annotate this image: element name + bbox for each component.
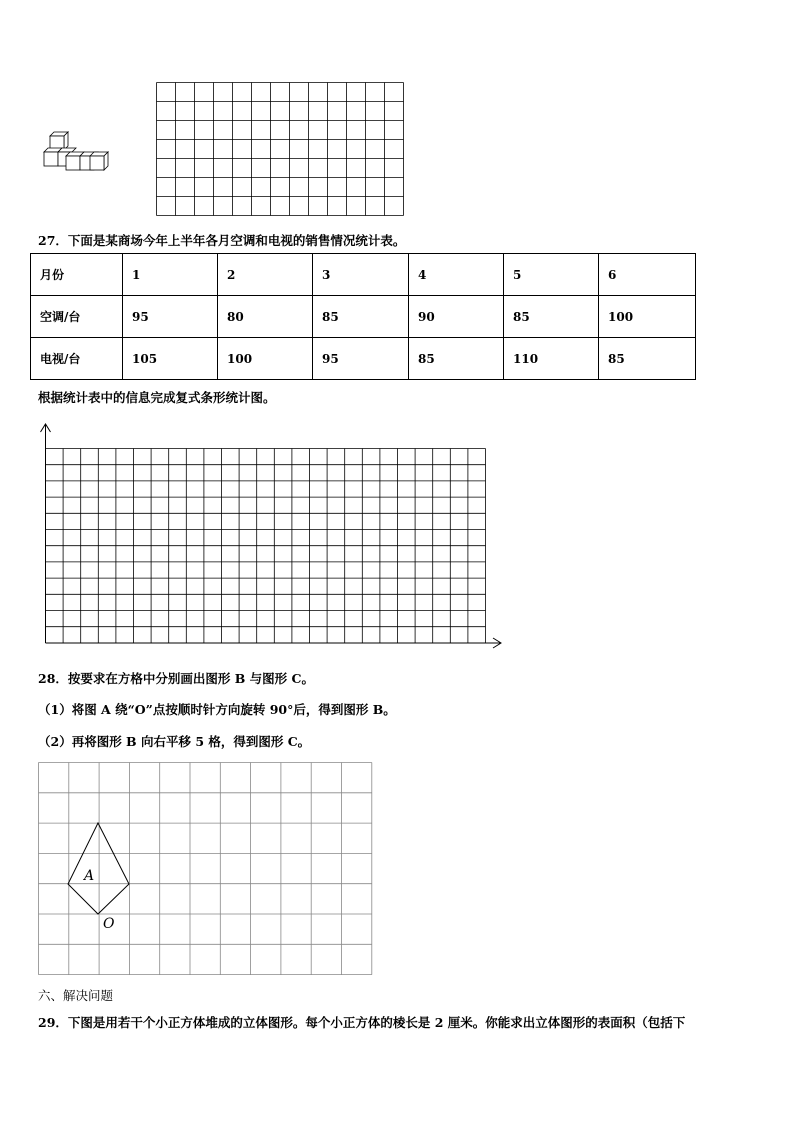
bar-chart-grid[interactable] (38, 422, 508, 652)
table-cell: 空调/台 (31, 296, 123, 338)
table-cell: 4 (409, 254, 504, 296)
table-cell: 6 (599, 254, 696, 296)
question-28-step-2: （2）再将图形 B 向右平移 5 格，得到图形 C。 (38, 734, 311, 749)
table-cell: 电视/台 (31, 338, 123, 380)
table-cell: 80 (218, 296, 313, 338)
table-cell: 85 (504, 296, 599, 338)
table-cell: 105 (123, 338, 218, 380)
table-row (31, 254, 696, 296)
question-28-title: 28．按要求在方格中分别画出图形 B 与图形 C。 (38, 671, 314, 686)
table-cell: 3 (313, 254, 409, 296)
table-cell: 95 (123, 296, 218, 338)
table-cell: 月份 (31, 254, 123, 296)
question-27-instruction: 根据统计表中的信息完成复式条形统计图。 (38, 390, 276, 405)
table-cell: 95 (313, 338, 409, 380)
table-cell: 100 (218, 338, 313, 380)
question-27-title: 27．下面是某商场今年上半年各月空调和电视的销售情况统计表。 (38, 233, 406, 248)
drawing-grid-top[interactable] (156, 82, 404, 216)
table-cell: 90 (409, 296, 504, 338)
table-cell: 85 (409, 338, 504, 380)
question-29-title: 29．下图是用若干个小正方体堆成的立体图形。每个小正方体的棱长是 2 厘米。你能求出立体图形的表面积（包括下 (38, 1015, 686, 1030)
table-row (31, 338, 696, 380)
cube-stack-figure (40, 130, 120, 175)
table-cell: 85 (313, 296, 409, 338)
section-6-title: 六、解决问题 (38, 988, 114, 1003)
question-28-step-1: （1）将图 A 绕“O”点按顺时针方向旋转 90°后，得到图形 B。 (38, 702, 396, 717)
figure-a-label: A (84, 868, 95, 884)
table-cell: 2 (218, 254, 313, 296)
table-cell: 5 (504, 254, 599, 296)
table-cell: 100 (599, 296, 696, 338)
table-row (31, 296, 696, 338)
point-o-label: O (103, 916, 115, 932)
table-cell: 85 (599, 338, 696, 380)
sales-statistics-table (30, 253, 696, 380)
table-cell: 1 (123, 254, 218, 296)
table-cell: 110 (504, 338, 599, 380)
